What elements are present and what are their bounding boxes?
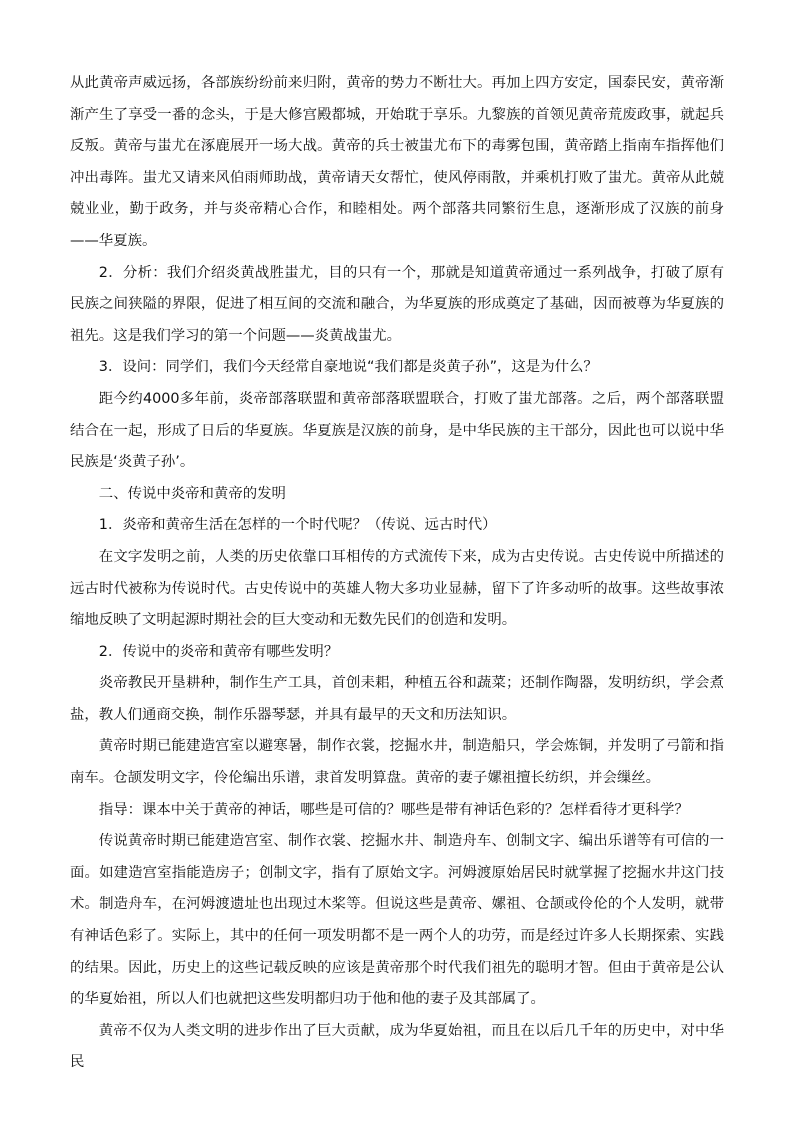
section-heading-inventions: 二、传说中炎帝和黄帝的发明: [98, 485, 286, 502]
paragraph-question: 3．设问：同学们，我们今天经常自豪地说“我们都是炎黄子孙”，这是为什么？: [98, 359, 598, 376]
paragraph-huangdi-rise: 从此黄帝声威远扬，各部族纷纷前来归附，黄帝的势力不断壮大。再加上四方安定，国泰民安，黄帝渐渐产生了享受一番的念头，于是大修宫殿都城，开始耽于享乐。九黎族的首领见黄帝荒废政事，就起兵反叛。黄帝与蚩尤在涿鹿展开一场大战。黄帝的兵士被蚩尤布下的毒雾包围，黄帝踏上指南车指挥他们冲出毒阵。蚩尤又请来风伯雨师助战，黄帝请天女帮忙，使风停雨散，并乘机打败了蚩尤。黄帝从此兢兢业业，勤于政务，并与炎帝精心合作，和睦相处。两个部落共同繁衍生息，逐渐形成了汉族的前身——华夏族。: [70, 75, 724, 249]
paragraph-contribution: 黄帝不仅为人类文明的进步作出了巨大贡献，成为华夏始祖，而且在以后几千年的历史中，对中华民: [70, 1022, 724, 1071]
paragraph-yanhuang-descendants: 距今约4000多年前，炎帝部落联盟和黄帝部落联盟联合，打败了蚩尤部落。之后，两个部落联盟结合在一起，形成了日后的华夏族。华夏族是汉族的前身，是中华民族的主干部分，因此也可以说中华民族是‘炎黄子孙’。: [70, 390, 724, 471]
paragraph-era-question: 1．炎帝和黄帝生活在怎样的一个时代呢？（传说、远古时代）: [98, 517, 497, 534]
paragraph-credibility: 传说黄帝时期已能建造宫室、制作衣裳、挖掘水井、制造舟车、创制文字、编出乐谱等有可信的一面。如建造宫室指能造房子；创制文字，指有了原始文字。河姆渡原始居民时就掌握了挖掘水井这门技术。制造舟车，在河姆渡遗址也出现过木桨等。但说这些是黄帝、嫘祖、仓颉或伶伦的个人发明，就带有神话色彩了。实际上，其中的任何一项发明都不是一两个人的功劳，而是经过许多人长期探索、实践的结果。因此，历史上的这些记载反映的应该是黄帝那个时代我们祖先的聪明才智。但由于黄帝是公认的华夏始祖，所以人们也就把这些发明都归功于他和他的妻子及其部属了。: [70, 833, 724, 1008]
paragraph-analysis: 2．分析：我们介绍炎黄战胜蚩尤，目的只有一个，那就是知道黄帝通过一系列战争，打破了原有民族之间狭隘的界限，促进了相互间的交流和融合，为华夏族的形成奠定了基础，因而被尊为华夏族的祖先。这是我们学习的第一个问题——炎黄战蚩尤。: [70, 264, 724, 344]
paragraph-huangdi-inventions: 黄帝时期已能建造宫室以避寒暑，制作衣裳，挖掘水井，制造船只，学会炼铜，并发明了弓箭和指南车。仓颉发明文字，伶伦编出乐谱，隶首发明算盘。黄帝的妻子嫘祖擅长纺织，并会缫丝。: [70, 738, 724, 787]
paragraph-guidance: 指导：课本中关于黄帝的神话，哪些是可信的？哪些是带有神话色彩的？怎样看待才更科学？: [98, 801, 689, 818]
paragraph-inventions-question: 2．传说中的炎帝和黄帝有哪些发明？: [98, 643, 339, 660]
document-page: [70, 68, 724, 1079]
paragraph-yandi-inventions: 炎帝教民开垦耕种，制作生产工具，首创耒耜，种植五谷和蔬菜；还制作陶器，发明纺织，学会煮盐，教人们通商交换，制作乐器琴瑟，并具有最早的天文和历法知识。: [70, 675, 724, 723]
paragraph-legend-era: 在文字发明之前，人类的历史依靠口耳相传的方式流传下来，成为古史传说。古史传说中所描述的远古时代被称为传说时代。古史传说中的英雄人物大多功业显赫，留下了许多动听的故事。这些故事浓缩地反映了文明起源时期社会的巨大变动和无数先民们的创造和发明。: [70, 548, 724, 629]
